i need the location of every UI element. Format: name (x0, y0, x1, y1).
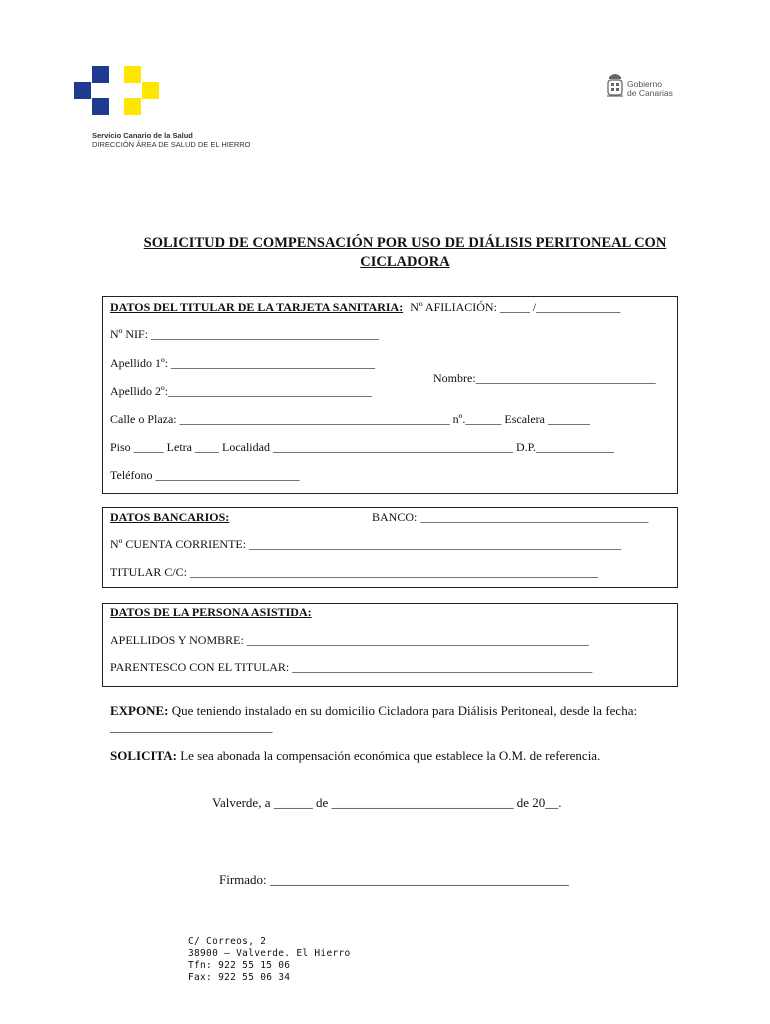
signature-field[interactable]: Firmado: ______________________________________________ (219, 872, 569, 887)
banco-field[interactable]: BANCO: ______________________________________ (372, 510, 649, 524)
solicita-text: Le sea abonada la compensación económica que establece la O.M. de referencia. (176, 748, 601, 763)
footer-phone: Tfn: 922 55 15 06 (188, 960, 291, 971)
nif-field[interactable]: Nº NIF: ______________________________________ (110, 327, 380, 341)
government-logo-line-2: de Canarias (627, 88, 673, 98)
expone-text: Que teniendo instalado en su domicilio Cicladora para Diálisis Peritoneal, desde la fecha: (168, 703, 638, 718)
titular-heading: DATOS DEL TITULAR DE LA TARJETA SANITARIA: (110, 300, 404, 314)
solicita-label: SOLICITA: (110, 748, 177, 763)
footer-address: C/ Correos, 2 (188, 936, 267, 947)
expone-date-field[interactable]: _________________________ (110, 719, 273, 734)
bancarios-heading: DATOS BANCARIOS: (110, 510, 230, 524)
scs-logo (74, 66, 164, 116)
title-line-1: SOLICITUD DE COMPENSACIÓN POR USO DE DIÁLISIS PERITONEAL CON (143, 235, 667, 251)
government-crest-icon (605, 71, 625, 101)
asistida-heading: DATOS DE LA PERSONA ASISTIDA: (110, 605, 312, 619)
place-date-field[interactable]: Valverde, a ______ de ____________________________ de 20__. (212, 795, 562, 810)
government-logo-line-1: Gobierno (627, 79, 662, 89)
apellidos-nombre-field[interactable]: APELLIDOS Y NOMBRE: _________________________________________________________ (110, 633, 589, 647)
apellido2-field[interactable]: Apellido 2º:__________________________________ (110, 384, 373, 398)
footer-city: 38900 – Valverde. El Hierro (188, 948, 351, 959)
titular-cc-field[interactable]: TITULAR C/C: ____________________________________________________________________ (110, 565, 598, 579)
footer-fax: Fax: 922 55 06 34 (188, 972, 291, 983)
telefono-field[interactable]: Teléfono ________________________ (110, 468, 300, 482)
title-line-2: CICLADORA (360, 254, 450, 270)
nombre-field[interactable]: Nombre:______________________________ (433, 371, 656, 385)
parentesco-field[interactable]: PARENTESCO CON EL TITULAR: __________________________________________________ (110, 660, 593, 674)
piso-field[interactable]: Piso _____ Letra ____ Localidad ________________________________________ D.P._____________ (110, 440, 614, 454)
afiliacion-field[interactable]: Nº AFILIACIÓN: _____ /______________ (410, 300, 621, 314)
apellido1-field[interactable]: Apellido 1º: __________________________________ (110, 356, 376, 370)
org-direction: DIRECCIÓN ÁREA DE SALUD DE EL HIERRO (92, 140, 251, 149)
calle-field[interactable]: Calle o Plaza: _____________________________________________ nº.______ Escalera _______ (110, 412, 590, 426)
government-logo-text (627, 80, 673, 98)
cuenta-field[interactable]: Nº CUENTA CORRIENTE: ______________________________________________________________ (110, 537, 622, 551)
document-title (100, 234, 710, 272)
org-name: Servicio Canario de la Salud (92, 131, 193, 140)
expone-label: EXPONE: (110, 703, 169, 718)
